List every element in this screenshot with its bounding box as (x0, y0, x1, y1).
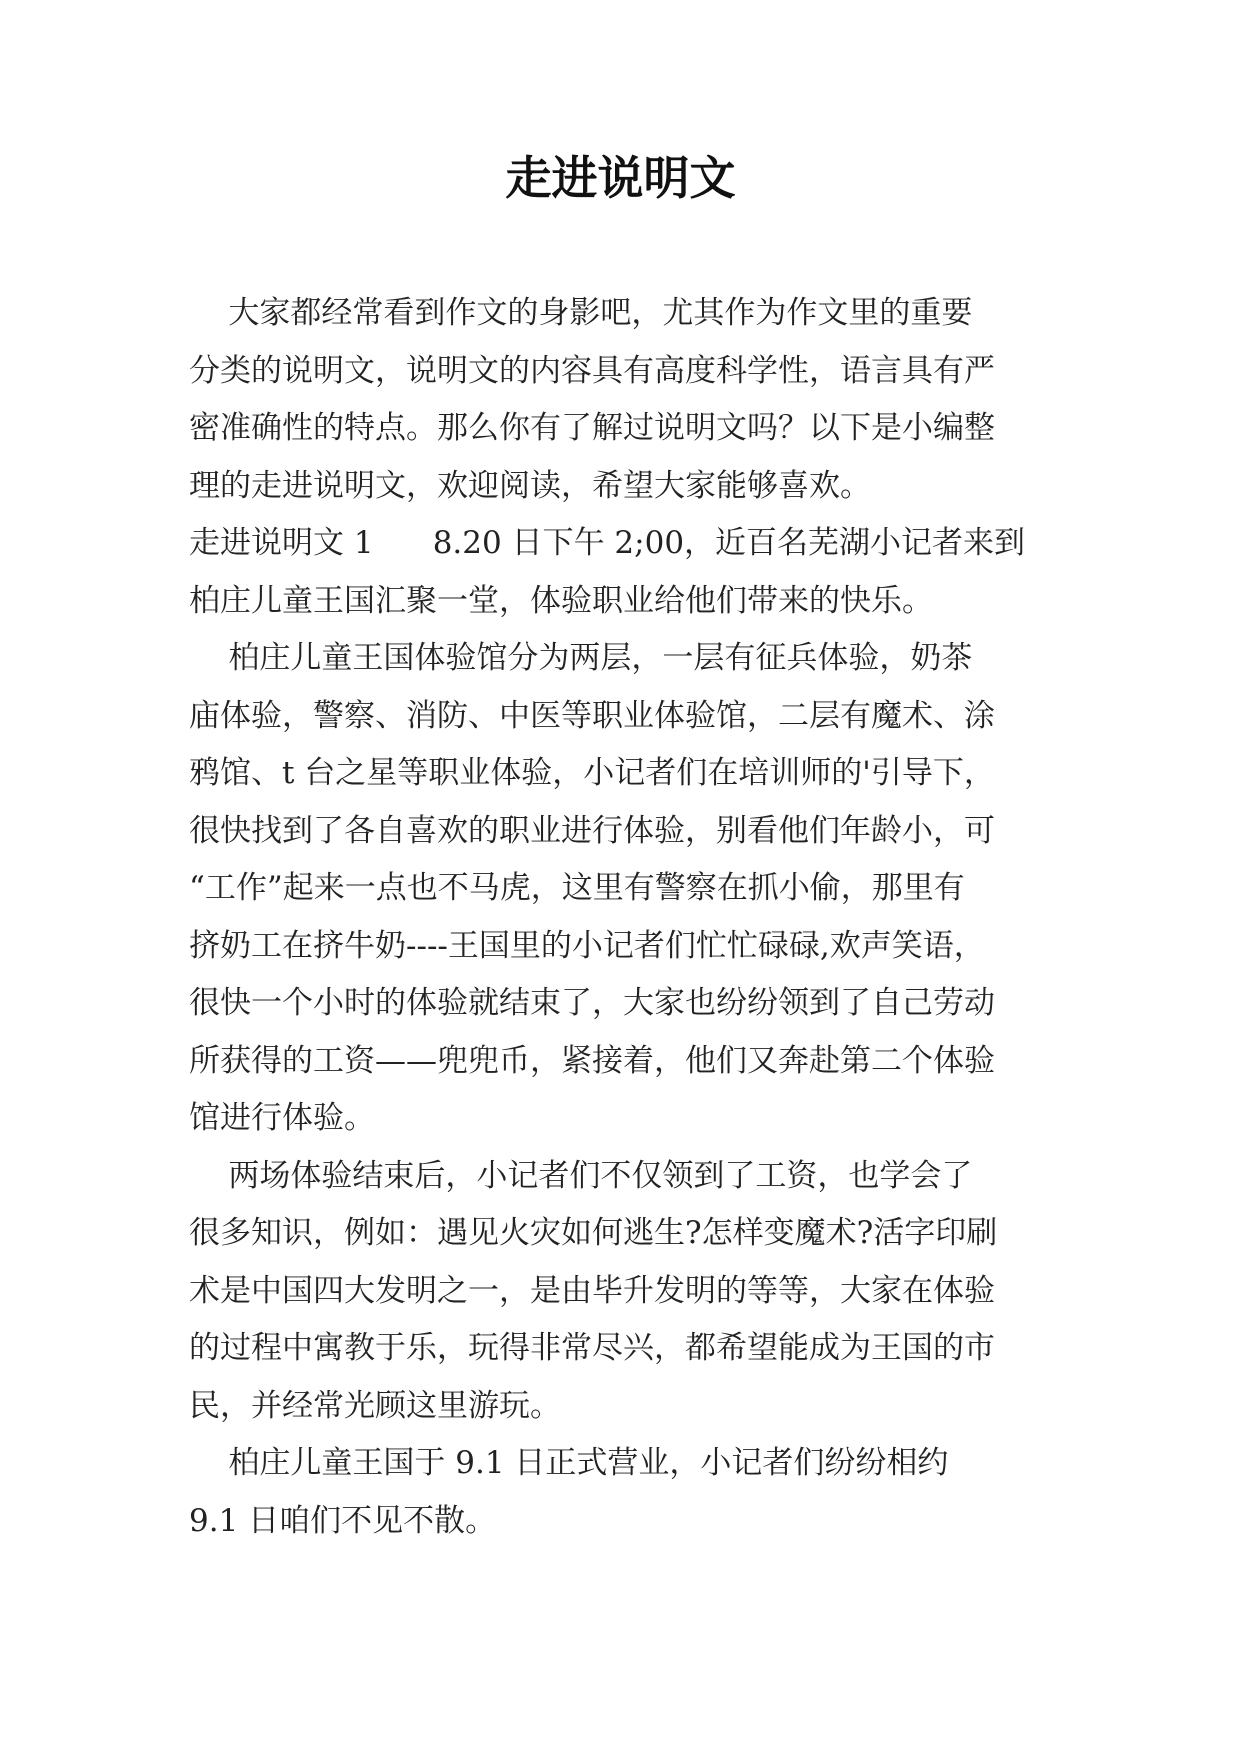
body-line: 所获得的工资——兜兜币，紧接着，他们又奔赴第二个体验 (189, 1042, 995, 1079)
document-title: 走进说明文 (505, 151, 736, 205)
body-line: 的过程中寓教于乐，玩得非常尽兴，都希望能成为王国的市 (189, 1330, 995, 1366)
document-body (189, 285, 1069, 1550)
body-line: 分类的说明文，说明文的内容具有高度科学性，语言具有严 (189, 352, 995, 389)
body-line: 大家都经常看到作文的身影吧，尤其作为作文里的重要 (189, 295, 973, 331)
body-line: 鸦馆、t 台之星等职业体验，小记者们在培训师的'引导下， (189, 755, 995, 791)
body-line: 馆进行体验。 (189, 1100, 375, 1136)
body-line: 密准确性的特点。那么你有了解过说明文吗？以下是小编整 (189, 410, 995, 446)
body-line: 柏庄儿童王国体验馆分为两层，一层有征兵体验，奶茶 (189, 640, 973, 676)
body-line: 9.1 日咱们不见不散。 (189, 1502, 497, 1539)
body-line: 挤奶工在挤牛奶----王国里的小记者们忙忙碌碌,欢声笑语， (189, 927, 985, 964)
body-line: “工作”起来一点也不马虎，这里有警察在抓小偷，那里有 (189, 870, 965, 906)
body-line: 很多知识，例如：遇见火灾如何逃生?怎样变魔术?活字印刷 (189, 1215, 998, 1251)
body-line: 庙体验，警察、消防、中医等职业体验馆，二层有魔术、涂 (189, 697, 995, 734)
body-line: 柏庄儿童王国汇聚一堂，体验职业给他们带来的快乐。 (189, 582, 933, 619)
body-line: 民，并经常光顾这里游玩。 (189, 1387, 561, 1424)
body-line: 柏庄儿童王国于 9.1 日正式营业，小记者们纷纷相约 (189, 1445, 949, 1481)
body-line: 理的走进说明文，欢迎阅读，希望大家能够喜欢。 (189, 467, 871, 504)
body-line: 术是中国四大发明之一，是由毕升发明的等等，大家在体验 (189, 1272, 995, 1309)
body-line: 很快一个小时的体验就结束了，大家也纷纷领到了自己劳动 (189, 985, 995, 1021)
body-line: 两场体验结束后，小记者们不仅领到了工资，也学会了 (189, 1157, 973, 1194)
body-line: 走进说明文 1 8.20 日下午 2;00，近百名芜湖小记者来到 (189, 525, 1026, 561)
body-line: 很快找到了各自喜欢的职业进行体验，别看他们年龄小，可 (189, 812, 995, 849)
